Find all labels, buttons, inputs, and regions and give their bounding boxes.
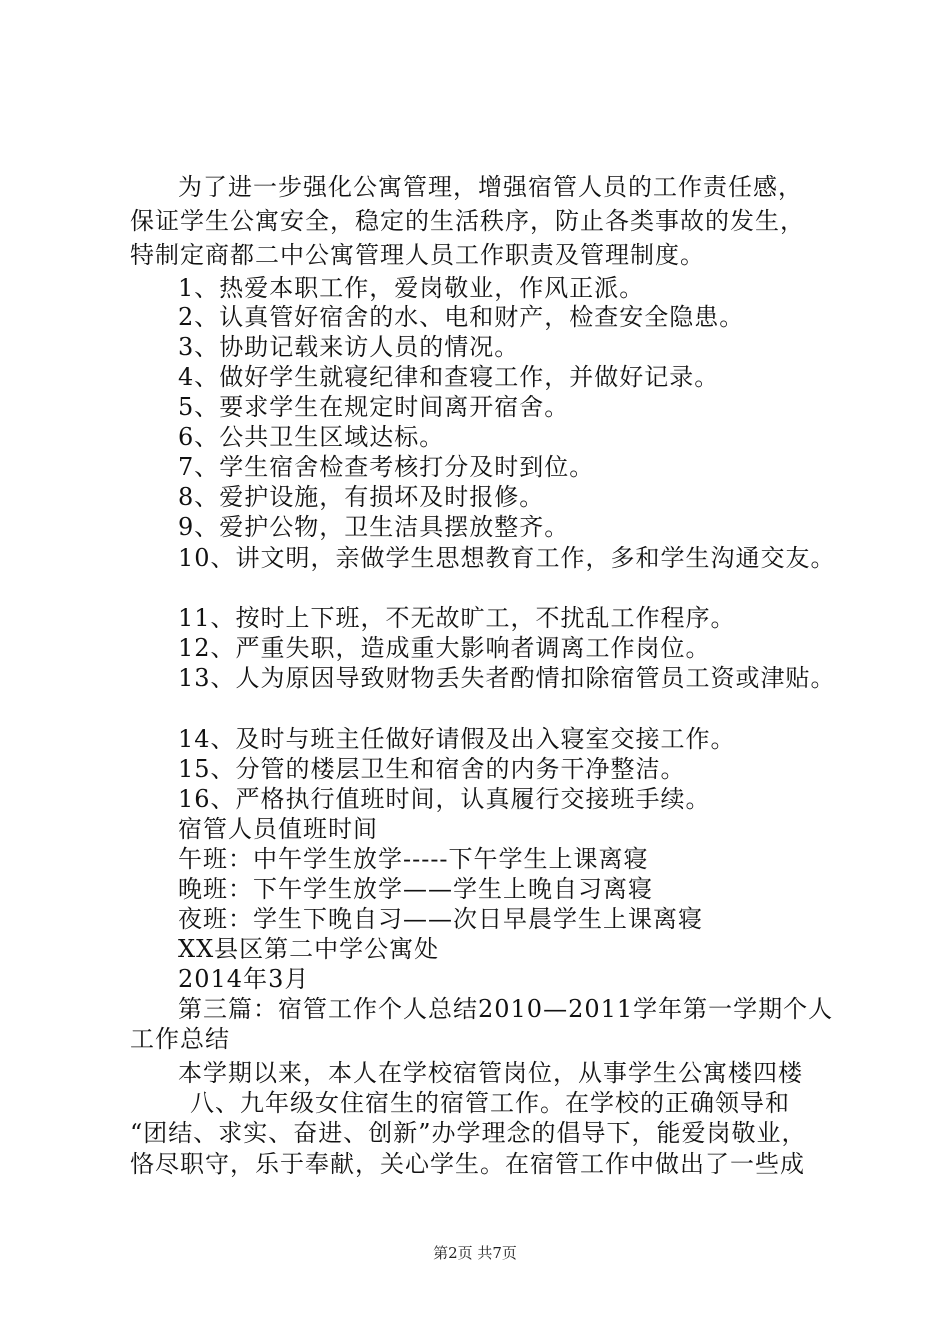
section-title-continued: 工作总结 xyxy=(130,1025,230,1053)
list-item: 15、分管的楼层卫生和宿舍的内务干净整洁。 xyxy=(178,755,686,783)
list-item: 11、按时上下班，不无故旷工，不扰乱工作程序。 xyxy=(178,604,736,632)
list-item: 4、做好学生就寝纪律和查寝工作，并做好记录。 xyxy=(178,363,720,391)
schedule-line: 晚班：下午学生放学——学生上晚自习离寝 xyxy=(178,875,653,903)
list-item: 7、学生宿舍检查考核打分及时到位。 xyxy=(178,453,595,481)
paragraph-line: 特制定商都二中公寓管理人员工作职责及管理制度。 xyxy=(130,241,705,269)
list-item: 5、要求学生在规定时间离开宿舍。 xyxy=(178,393,570,421)
list-item: 16、严格执行值班时间，认真履行交接班手续。 xyxy=(178,785,711,813)
signature-date: 2014年3月 xyxy=(178,965,310,993)
page-number-footer: 第2页 共7页 xyxy=(433,1244,517,1262)
section-heading: 宿管人员值班时间 xyxy=(178,815,378,843)
schedule-line: 夜班：学生下晚自习——次日早晨学生上课离寝 xyxy=(178,905,703,933)
paragraph-line: 为了进一步强化公寓管理，增强宿管人员的工作责任感， xyxy=(178,173,803,201)
list-item: 13、人为原因导致财物丢失者酌情扣除宿管员工资或津贴。 xyxy=(178,664,836,692)
list-item: 2、认真管好宿舍的水、电和财产，检查安全隐患。 xyxy=(178,303,745,331)
list-item: 8、爱护设施，有损坏及时报修。 xyxy=(178,483,545,511)
paragraph-line: 八、九年级女住宿生的宿管工作。在学校的正确领导和 xyxy=(190,1089,790,1117)
paragraph-line: 本学期以来，本人在学校宿管岗位，从事学生公寓楼四楼 xyxy=(178,1059,803,1087)
section-title: 第三篇：宿管工作个人总结2010—2011学年第一学期个人 xyxy=(178,995,834,1023)
paragraph-line: “团结、求实、奋进、创新”办学理念的倡导下，能爱岗敬业， xyxy=(130,1119,807,1147)
paragraph-line: 恪尽职守，乐于奉献，关心学生。在宿管工作中做出了一些成 xyxy=(130,1150,805,1178)
list-item: 10、讲文明，亲做学生思想教育工作，多和学生沟通交友。 xyxy=(178,544,836,572)
list-item: 3、协助记载来访人员的情况。 xyxy=(178,333,520,361)
list-item: 1、热爱本职工作，爱岗敬业，作风正派。 xyxy=(178,274,645,302)
schedule-line: 午班：中午学生放学-----下午学生上课离寝 xyxy=(178,845,649,873)
list-item: 6、公共卫生区域达标。 xyxy=(178,423,445,451)
list-item: 14、及时与班主任做好请假及出入寝室交接工作。 xyxy=(178,725,736,753)
signature-organization: XX县区第二中学公寓处 xyxy=(178,935,440,963)
list-item: 9、爱护公物，卫生洁具摆放整齐。 xyxy=(178,513,570,541)
list-item: 12、严重失职，造成重大影响者调离工作岗位。 xyxy=(178,634,711,662)
paragraph-line: 保证学生公寓安全，稳定的生活秩序，防止各类事故的发生， xyxy=(130,207,805,235)
